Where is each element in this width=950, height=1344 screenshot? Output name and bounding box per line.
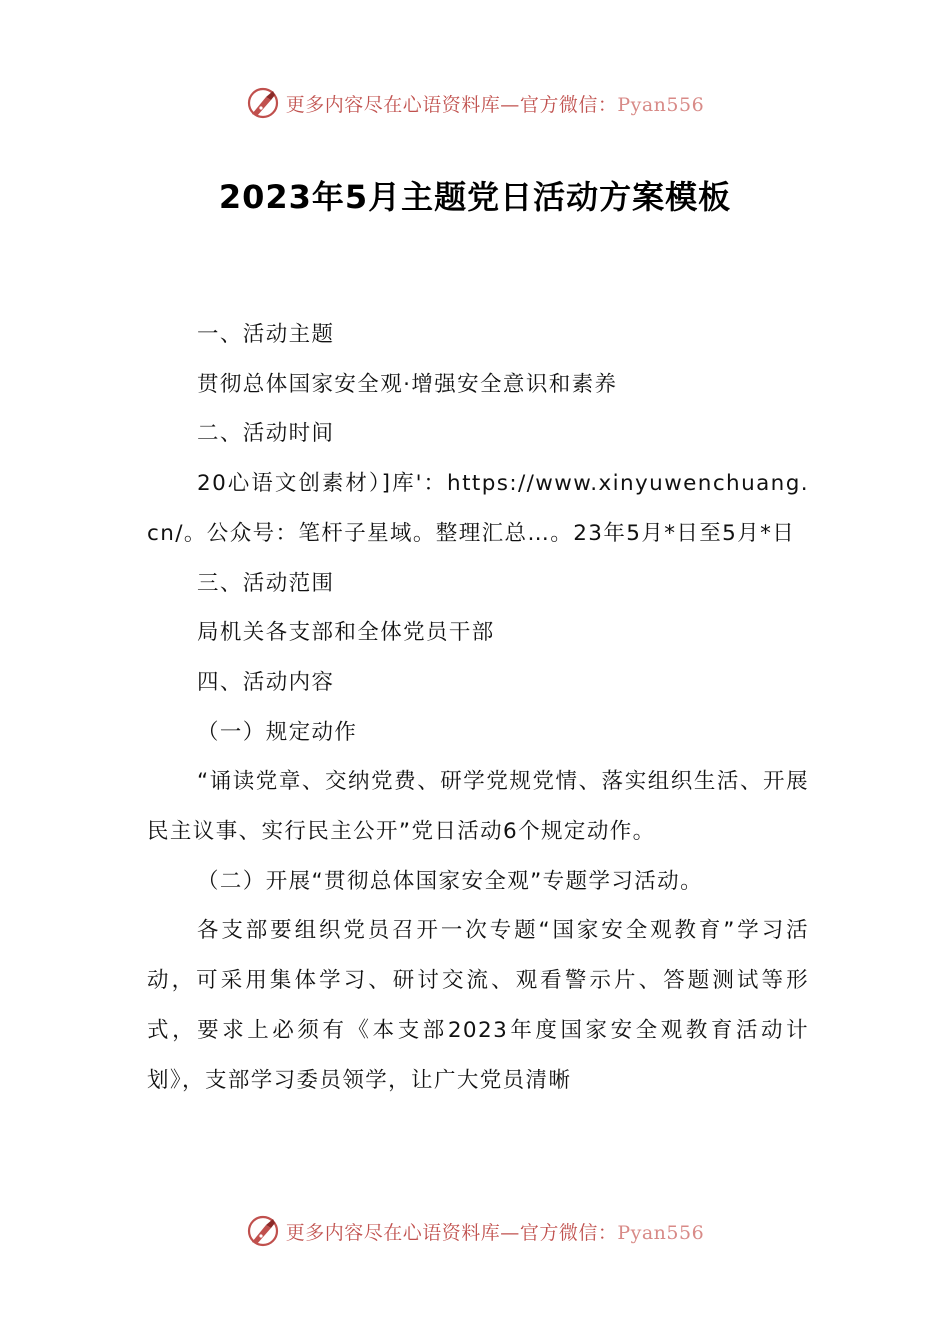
footer-watermark-banner [0,1211,950,1251]
section-heading: 二、活动时间 [197,421,335,447]
pen-nib-circle-icon [246,1214,280,1248]
header-watermark-banner [0,83,950,123]
watermark-text: 更多内容尽在心语资料库—官方微信：Pyan556 [285,93,705,116]
section-heading: 三、活动范围 [197,570,335,596]
document-body [147,310,809,1105]
subsection-heading: （二）开展“贯彻总体国家安全观”专题学习活动。 [197,868,703,894]
wechat-id: Pyan556 [617,93,705,116]
watermark-text: 更多内容尽在心语资料库—官方微信：Pyan556 [285,1221,705,1244]
document-title: 2023年5月主题党日活动方案模板 [218,178,732,216]
paragraph: 各支部要组织党员召开一次专题“国家安全观教育”学习活动，可采用集体学习、研讨交流、观看警示片、答题测试等形式，要求上必须有《本支部2023年度国家安全观教育活动计划》，支部学习委员领学，让广大党员清晰 [147,918,809,1093]
wechat-id: Pyan556 [617,1221,705,1244]
paragraph: 局机关各支部和全体党员干部 [197,620,495,646]
paragraph: “诵读党章、交纳党费、研学党规党情、落实组织生活、开展民主议事、实行民主公开”党日活动6个规定动作。 [147,769,809,845]
subsection-heading: （一）规定动作 [197,719,358,745]
section-heading: 一、活动主题 [197,322,335,347]
paragraph: 20心语文创素材）]库'：https://www.xinyuwenchuang.cn/。公众号：笔杆子星域。整理汇总…。23年5月*日至5月*日 [147,471,809,546]
section-heading: 四、活动内容 [197,669,335,695]
paragraph: 贯彻总体国家安全观·增强安全意识和素养 [197,371,618,397]
pen-nib-circle-icon [246,86,280,120]
